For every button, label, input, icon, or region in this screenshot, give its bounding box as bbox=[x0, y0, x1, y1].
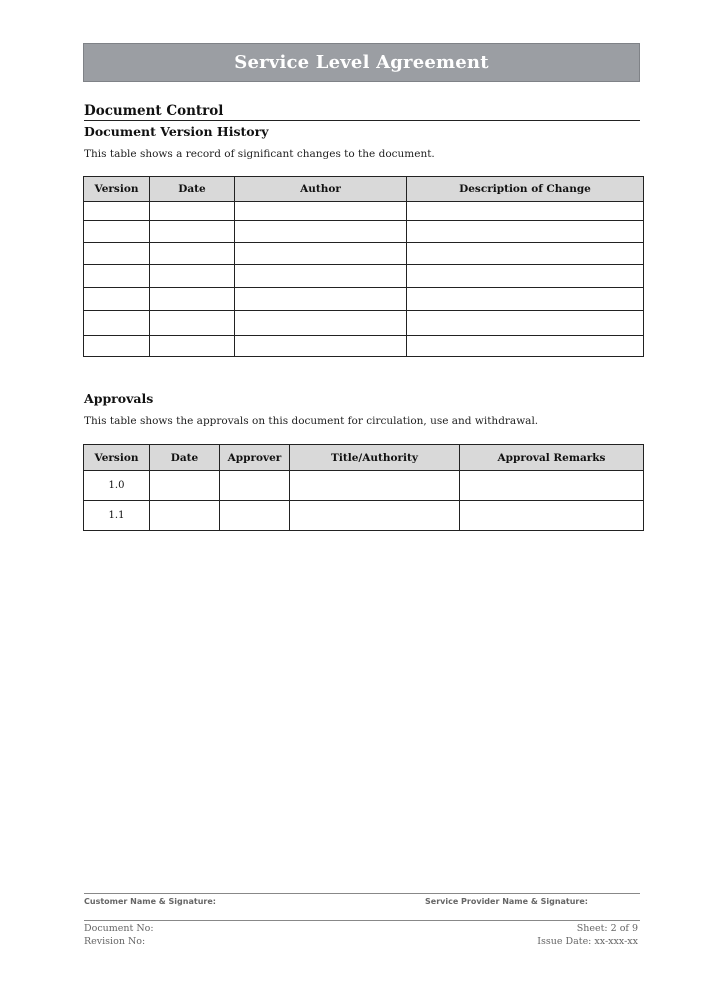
column-header-date: Date bbox=[150, 177, 235, 202]
table-cell[interactable] bbox=[235, 221, 407, 243]
table-cell[interactable] bbox=[290, 471, 460, 501]
revision-number-label: Revision No: bbox=[84, 936, 146, 947]
table-cell[interactable] bbox=[460, 471, 644, 501]
table-row bbox=[84, 336, 644, 357]
customer-signature-label: Customer Name & Signature: bbox=[84, 897, 216, 906]
table-cell[interactable] bbox=[150, 471, 220, 501]
issue-date: Issue Date: xx-xxx-xx bbox=[537, 936, 638, 947]
column-header-title-authority: Title/Authority bbox=[290, 445, 460, 471]
document-number-label: Document No: bbox=[84, 923, 154, 934]
table-header-row bbox=[84, 177, 644, 202]
document-title-banner bbox=[83, 43, 640, 82]
table-row bbox=[84, 311, 644, 336]
table-cell[interactable] bbox=[84, 336, 150, 357]
section-heading-approvals: Approvals bbox=[84, 391, 154, 406]
table-cell[interactable] bbox=[150, 202, 235, 221]
table-cell[interactable] bbox=[235, 243, 407, 265]
table-cell[interactable] bbox=[84, 243, 150, 265]
table-cell[interactable] bbox=[235, 265, 407, 288]
subsection-heading-version-history: Document Version History bbox=[84, 124, 269, 139]
table-cell[interactable] bbox=[235, 202, 407, 221]
table-cell[interactable] bbox=[84, 288, 150, 311]
footer-divider-top bbox=[84, 893, 640, 894]
table-cell[interactable] bbox=[407, 288, 644, 311]
column-header-date: Date bbox=[150, 445, 220, 471]
table-cell[interactable] bbox=[84, 202, 150, 221]
column-header-approval-remarks: Approval Remarks bbox=[460, 445, 644, 471]
table-cell-version[interactable]: 1.1 bbox=[84, 501, 150, 531]
table-cell[interactable] bbox=[150, 265, 235, 288]
table-cell[interactable] bbox=[150, 288, 235, 311]
provider-signature-label: Service Provider Name & Signature: bbox=[425, 897, 589, 906]
table-cell[interactable] bbox=[407, 265, 644, 288]
table-cell[interactable] bbox=[290, 501, 460, 531]
table-row bbox=[84, 288, 644, 311]
approvals-description: This table shows the approvals on this document for circulation, use and withdrawal. bbox=[84, 415, 539, 427]
table-cell[interactable] bbox=[150, 221, 235, 243]
column-header-approver: Approver bbox=[220, 445, 290, 471]
section-heading-document-control: Document Control bbox=[84, 103, 640, 121]
table-cell[interactable] bbox=[150, 501, 220, 531]
table-cell[interactable] bbox=[150, 243, 235, 265]
table-row bbox=[84, 501, 644, 531]
table-row bbox=[84, 265, 644, 288]
table-row bbox=[84, 471, 644, 501]
version-history-table bbox=[83, 176, 644, 357]
table-cell[interactable] bbox=[84, 221, 150, 243]
approvals-table bbox=[83, 444, 644, 531]
table-row bbox=[84, 221, 644, 243]
document-title: Service Level Agreement bbox=[234, 52, 489, 73]
table-header-row bbox=[84, 445, 644, 471]
table-cell[interactable] bbox=[235, 336, 407, 357]
table-cell-version[interactable]: 1.0 bbox=[84, 471, 150, 501]
table-cell[interactable] bbox=[150, 336, 235, 357]
column-header-author: Author bbox=[235, 177, 407, 202]
table-cell[interactable] bbox=[407, 336, 644, 357]
table-row bbox=[84, 243, 644, 265]
table-cell[interactable] bbox=[460, 501, 644, 531]
footer-divider-bottom bbox=[84, 920, 640, 921]
column-header-version: Version bbox=[84, 177, 150, 202]
table-cell[interactable] bbox=[150, 311, 235, 336]
table-cell[interactable] bbox=[407, 311, 644, 336]
table-cell[interactable] bbox=[407, 243, 644, 265]
table-cell[interactable] bbox=[407, 221, 644, 243]
table-cell[interactable] bbox=[407, 202, 644, 221]
table-cell[interactable] bbox=[235, 288, 407, 311]
table-cell[interactable] bbox=[235, 311, 407, 336]
column-header-description-of-change: Description of Change bbox=[407, 177, 644, 202]
sheet-number: Sheet: 2 of 9 bbox=[576, 923, 638, 934]
table-cell[interactable] bbox=[84, 265, 150, 288]
version-history-description: This table shows a record of significant changes to the document. bbox=[84, 148, 435, 160]
table-cell[interactable] bbox=[220, 501, 290, 531]
table-cell[interactable] bbox=[84, 311, 150, 336]
column-header-version: Version bbox=[84, 445, 150, 471]
table-cell[interactable] bbox=[220, 471, 290, 501]
table-row bbox=[84, 202, 644, 221]
